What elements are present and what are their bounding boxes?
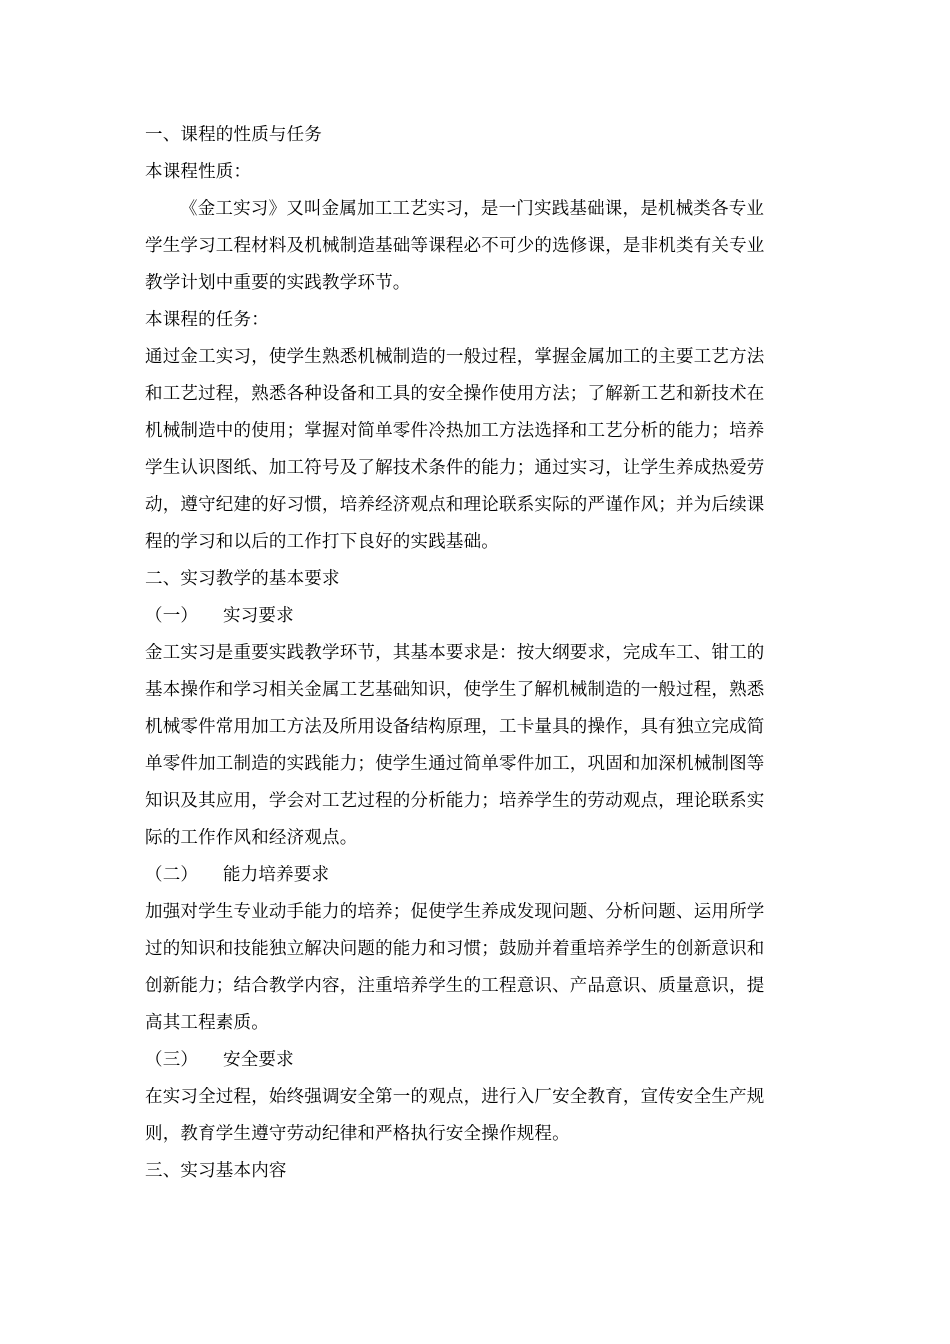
sub1-paragraph-line: 知识及其应用，学会对工艺过程的分析能力；培养学生的劳动观点，理论联系实 [145,791,765,811]
task-label: 本课程的任务： [145,310,269,330]
section-heading-1: 一、课程的性质与任务 [145,125,322,145]
task-paragraph-line: 程的学习和以后的工作打下良好的实践基础。 [145,532,499,552]
document-body [145,117,810,1190]
task-paragraph-line: 动，遵守纪建的好习惯，培养经济观点和理论联系实际的严谨作风；并为后续课 [145,495,765,515]
sub2-paragraph-line: 创新能力；结合教学内容，注重培养学生的工程意识、产品意识、质量意识，提 [145,976,765,996]
sub2-paragraph-line: 过的知识和技能独立解决问题的能力和习惯；鼓励并着重培养学生的创新意识和 [145,939,765,959]
nature-label: 本课程性质： [145,162,252,182]
task-paragraph-line: 和工艺过程，熟悉各种设备和工具的安全操作使用方法；了解新工艺和新技术在 [145,384,765,404]
subsection-title: 能力培养要求 [223,865,330,885]
subsection-heading-2 [145,857,810,894]
section-heading-2: 二、实习教学的基本要求 [145,569,340,589]
sub1-paragraph-line: 际的工作作风和经济观点。 [145,828,358,848]
sub3-paragraph-line: 在实习全过程，始终强调安全第一的观点，进行入厂安全教育，宣传安全生产规 [145,1087,765,1107]
task-paragraph-line: 学生认识图纸、加工符号及了解技术条件的能力；通过实习，让学生养成热爱劳 [145,458,765,478]
sub1-paragraph-line: 基本操作和学习相关金属工艺基础知识，使学生了解机械制造的一般过程，熟悉 [145,680,765,700]
subsection-number: （三） [145,1050,199,1070]
sub2-paragraph-line: 高其工程素质。 [145,1013,269,1033]
sub1-paragraph-line: 金工实习是重要实践教学环节，其基本要求是：按大纲要求，完成车工、钳工的 [145,643,765,663]
subsection-heading-3 [145,1042,810,1079]
sub1-paragraph-line: 单零件加工制造的实践能力；使学生通过简单零件加工，巩固和加深机械制图等 [145,754,765,774]
sub2-paragraph-line: 加强对学生专业动手能力的培养；促使学生养成发现问题、分析问题、运用所学 [145,902,765,922]
subsection-title: 实习要求 [223,606,294,626]
section-heading-3: 三、实习基本内容 [145,1161,287,1181]
nature-paragraph-line: 《金工实习》又叫金属加工工艺实习，是一门实践基础课，是机械类各专业 [180,199,765,219]
subsection-title: 安全要求 [223,1050,294,1070]
subsection-number: （二） [145,865,199,885]
task-paragraph-line: 机械制造中的使用；掌握对简单零件冷热加工方法选择和工艺分析的能力；培养 [145,421,765,441]
nature-paragraph-line: 学生学习工程材料及机械制造基础等课程必不可少的选修课，是非机类有关专业 [145,236,765,256]
task-paragraph-line: 通过金工实习，使学生熟悉机械制造的一般过程，掌握金属加工的主要工艺方法 [145,347,765,367]
subsection-heading-1 [145,598,810,635]
sub3-paragraph-line: 则，教育学生遵守劳动纪律和严格执行安全操作规程。 [145,1124,570,1144]
sub1-paragraph-line: 机械零件常用加工方法及所用设备结构原理，工卡量具的操作，具有独立完成简 [145,717,765,737]
subsection-number: （一） [145,606,199,626]
nature-paragraph-line: 教学计划中重要的实践教学环节。 [145,273,411,293]
